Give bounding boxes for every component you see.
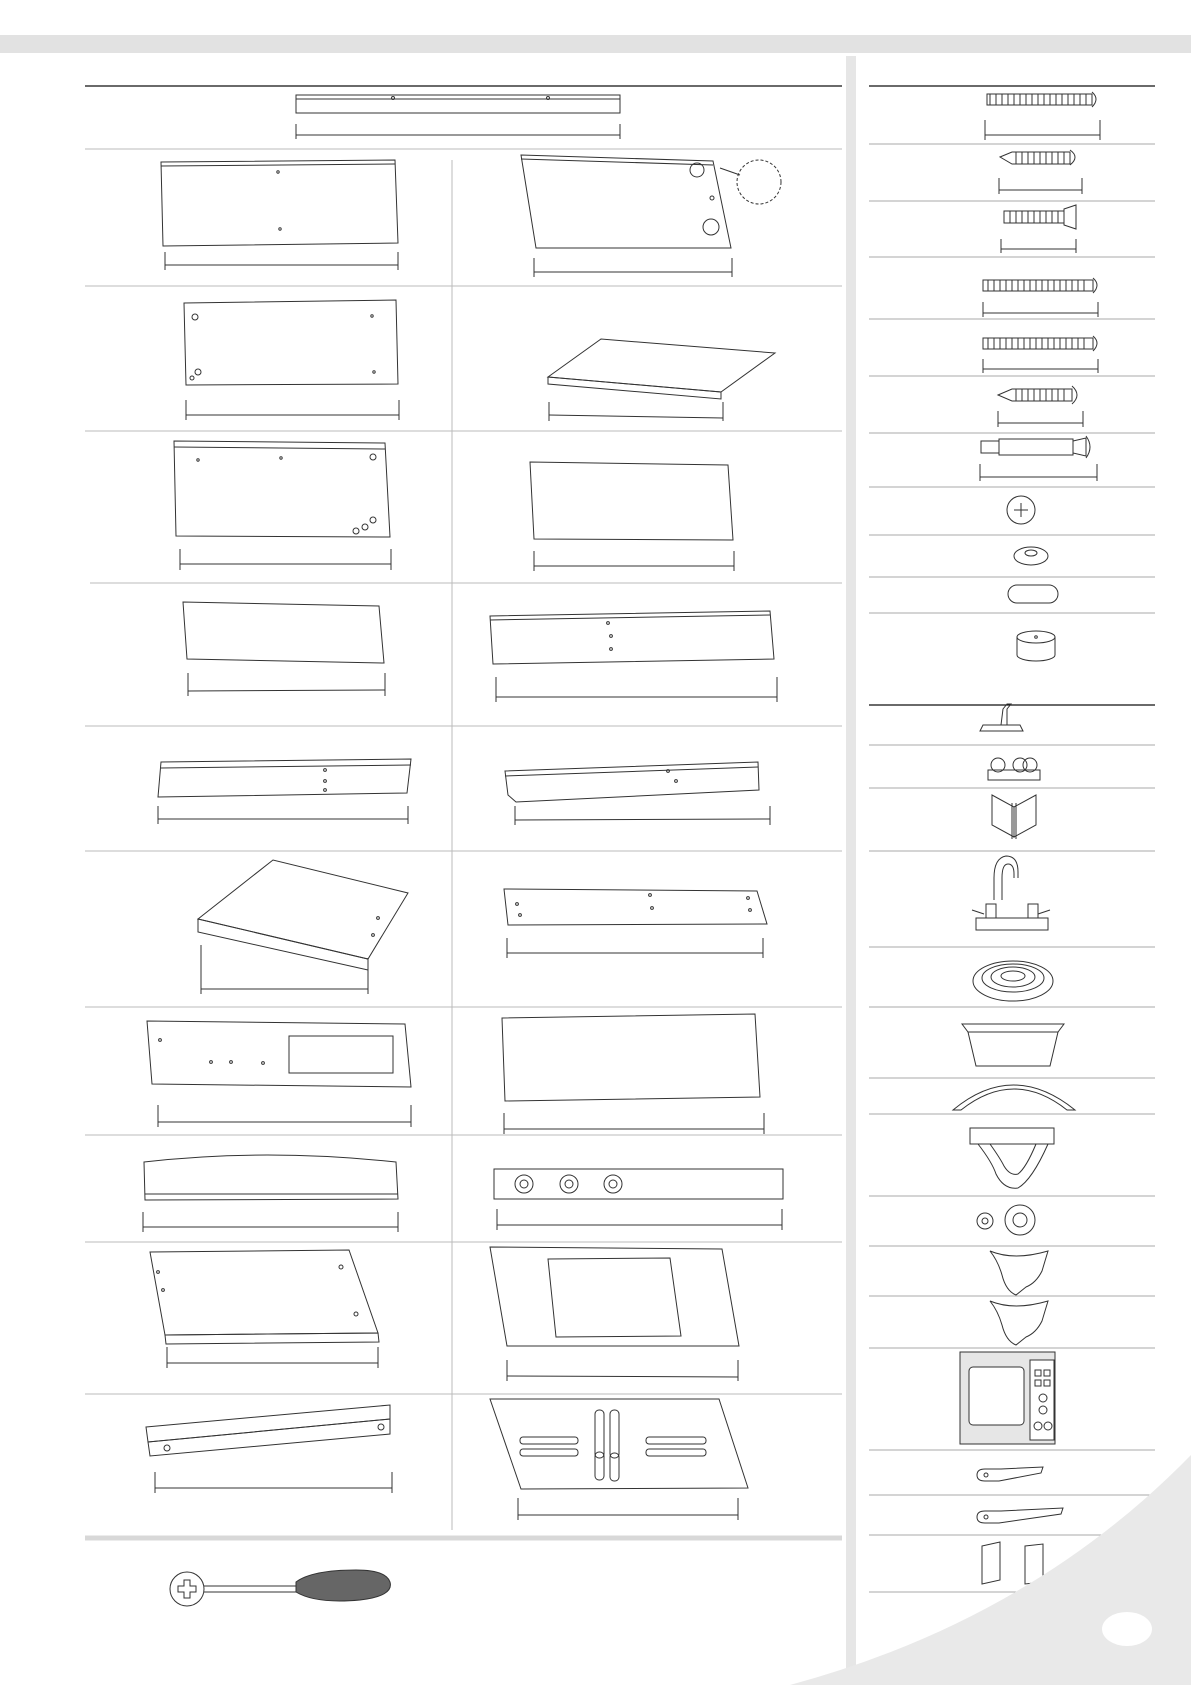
towel-holder-icon <box>970 1128 1054 1188</box>
panel-part <box>490 611 777 702</box>
latch-plate-icon <box>977 1467 1043 1481</box>
page-corner-curve <box>790 1455 1191 1685</box>
screw-icon <box>998 386 1083 427</box>
panel-part <box>490 1247 739 1381</box>
screw-icon <box>1001 205 1076 253</box>
bracket-curve-icon <box>990 1251 1048 1295</box>
panel-part <box>161 160 398 270</box>
screw-icon <box>999 150 1082 194</box>
panel-part <box>494 1169 783 1230</box>
panel-part <box>150 1250 379 1368</box>
handle-arch-icon <box>953 1085 1075 1110</box>
microwave-panel-icon <box>960 1352 1055 1444</box>
panel-part <box>183 602 385 696</box>
page-number-badge <box>1102 1612 1152 1646</box>
cap-icon <box>1017 631 1055 661</box>
panel-part <box>184 300 399 420</box>
cam-bolt-icon <box>980 436 1097 481</box>
screw-icon <box>983 278 1098 317</box>
sink-basin-icon <box>962 1024 1064 1066</box>
screw-icon <box>983 336 1098 373</box>
bracket-icon <box>980 704 1023 731</box>
latch-plate-icon <box>977 1508 1063 1523</box>
panel-part <box>296 95 620 139</box>
knob-icon <box>977 1205 1035 1235</box>
cam-lock-icon <box>1007 496 1035 524</box>
panel-part <box>143 1155 398 1232</box>
hinge-icon <box>988 758 1040 780</box>
panel-part <box>146 1405 392 1493</box>
faucet-icon <box>972 856 1050 930</box>
phillips-screwdriver-icon <box>170 1570 390 1606</box>
panel-part <box>490 1399 748 1520</box>
dowel-icon <box>1008 585 1058 603</box>
panel-part <box>502 1014 764 1134</box>
panel-part <box>147 1021 411 1127</box>
panel-part <box>521 155 781 277</box>
panel-part <box>158 759 411 824</box>
panel-part <box>530 462 734 571</box>
panel-part <box>548 339 775 421</box>
panel-part <box>174 441 391 570</box>
panel-part <box>198 860 408 994</box>
washer-icon <box>1014 547 1048 565</box>
corner-guard-icon <box>982 1542 1043 1584</box>
panel-part <box>504 889 767 958</box>
bracket-curve-icon <box>990 1301 1048 1345</box>
piano-hinge-icon <box>992 795 1036 839</box>
stove-burner-icon <box>973 961 1053 1001</box>
panel-part <box>505 762 770 825</box>
screw-icon <box>985 92 1100 140</box>
